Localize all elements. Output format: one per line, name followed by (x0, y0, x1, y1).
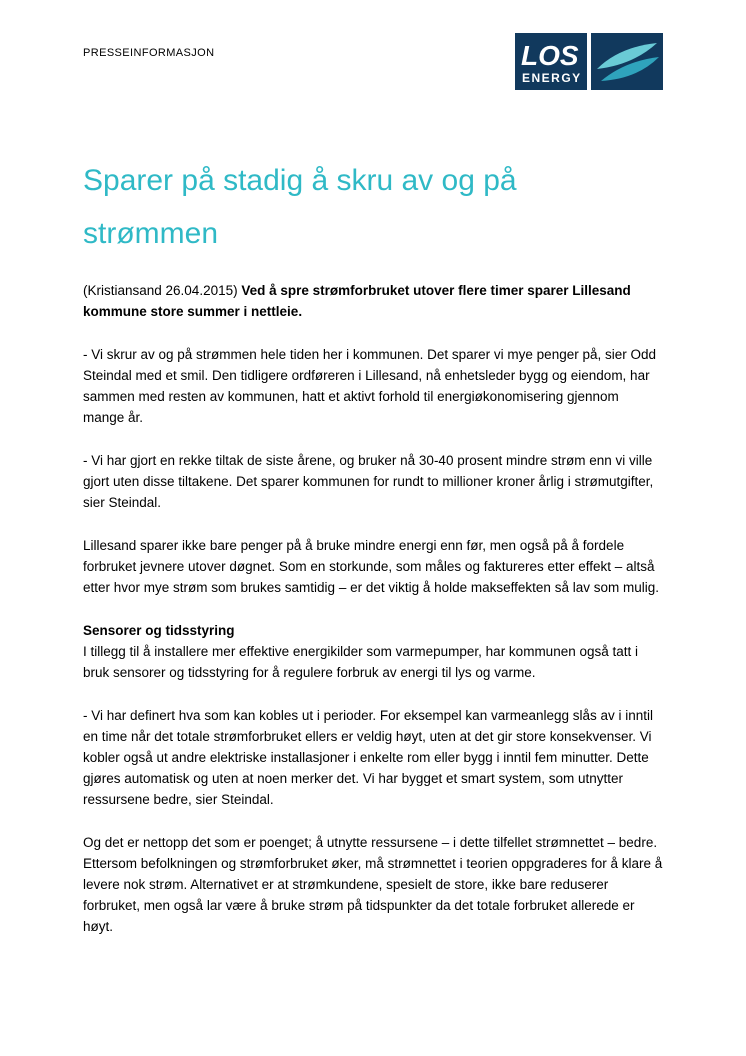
paragraph: Lillesand sparer ikke bare penger på å bruke mindre energi enn før, men også på å fordele forbruket jevnere utover døgnet. Som en storkunde, som måles og faktureres etter effekt – altså etter hvor mye strøm som brukes samtidig – er det viktig å holde makseffekten så lav som mulig. (83, 538, 659, 596)
paragraph: - Vi har definert hva som kan kobles ut i perioder. For eksempel kan varmeanlegg slås av i inntil en time når det totale strømforbruket ellers er veldig høyt, uten at det gir store konsekvenser. Vi kobler også ut andre elektriske installasjoner i enkelte rom eller bygg i inntil fem minutter. Dette gjøres automatisk og uten at noen merker det. Vi har bygget et smart system, som utnytter ressursene bedre, sier Steindal. (83, 708, 654, 808)
dateline: (Kristiansand 26.04.2015) (83, 283, 238, 299)
logo-wordmark: LOS (521, 40, 579, 71)
page-title (83, 154, 663, 260)
paragraph: - Vi skrur av og på strømmen hele tiden her i kommunen. Det sparer vi mye penger på, sier Odd Steindal med et smil. Den tidligere ordføreren i Lillesand, nå enhetsleder bygg og eiendom, har sammen med resten av kommunen, hatt et aktivt forhold til energiøkonomisering gjennom mange år. (83, 347, 656, 426)
paragraph: Og det er nettopp det som er poenget; å utnytte ressursene – i dette tilfellet strømnettet – bedre. Ettersom befolkningen og strømforbruket øker, må strømnettet i teorien oppgraderes for å klare å levere nok strøm. Alternativet er at strømkundene, spesielt de store, ikke bare reduserer forbruket, men også lar være å bruke strøm på tidspunkter da det totale forbruket allerede er høyt. (83, 835, 663, 935)
lead-text: Ved å spre strømforbruket utover flere timer sparer Lillesand kommune store summer i nettleie. (83, 283, 631, 320)
los-energy-logo-icon (515, 33, 663, 90)
page-header (83, 33, 663, 90)
article-body (83, 280, 663, 937)
paragraph: I tillegg til å installere mer effektive energikilder som varmepumper, har kommunen også tatt i bruk sensorer og tidsstyring for å regulere forbruk av energi til lys og varme. (83, 644, 639, 681)
logo-subtext: ENERGY (522, 71, 582, 85)
paragraph: - Vi har gjort en rekke tiltak de siste årene, og bruker nå 30-40 prosent mindre strøm enn vi ville gjort uten disse tiltakene. Det sparer kommunen for rundt to millioner kroner årlig i strømutgifter, sier Steindal. (83, 453, 654, 511)
kicker-label: PRESSEINFORMASJON (83, 47, 215, 59)
section-subheading: Sensorer og tidsstyring (83, 623, 235, 639)
title-line-2: strømmen (83, 217, 218, 250)
title-line-1: Sparer på stadig å skru av og på (83, 164, 517, 197)
lead-paragraph (83, 280, 663, 322)
